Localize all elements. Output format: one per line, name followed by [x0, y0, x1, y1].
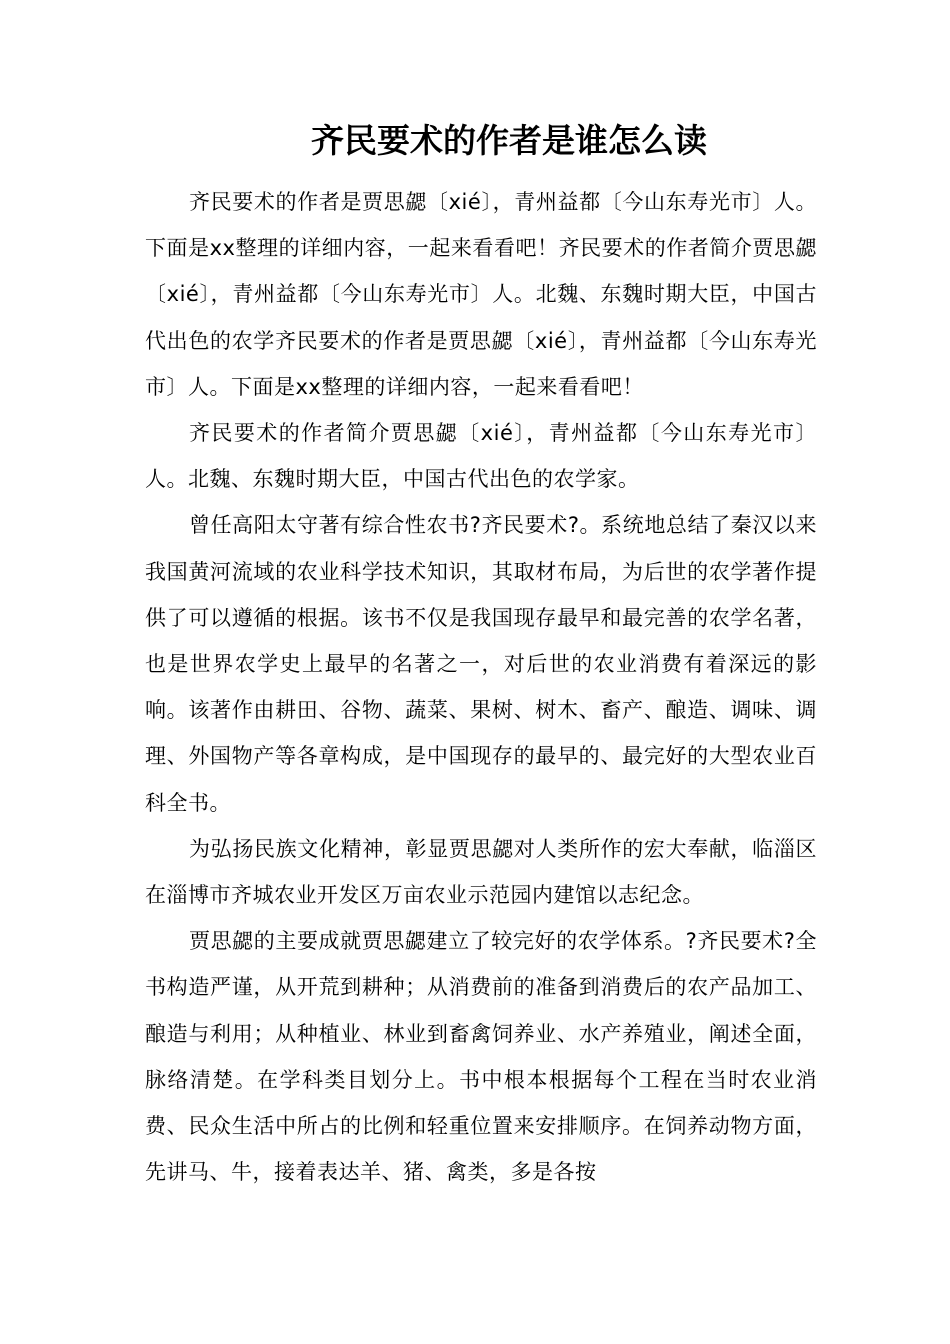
paragraph: 齐民要术的作者是贾思勰〔xié〕，青州益都〔今山东寿光市〕人。下面是xx整理的详细内容，一起来看看吧！齐民要术的作者简介贾思勰〔xié〕，青州益都〔今山东寿光市〕人。北魏、东魏时期大臣，中国古代出色的农学齐民要术的作者是贾思勰〔xié〕，青州益都〔今山东寿光市〕人。下面是xx整理的详细内容，一起来看看吧！ — [145, 190, 817, 399]
paragraph: 齐民要术的作者简介贾思勰〔xié〕，青州益都〔今山东寿光市〕人。北魏、东魏时期大臣，中国古代出色的农学家。 — [145, 421, 817, 492]
document-body — [145, 179, 817, 1195]
page-title: 齐民要术的作者是谁怎么读 — [311, 121, 707, 160]
paragraph: 贾思勰的主要成就贾思勰建立了较完好的农学体系。?齐民要术?全书构造严谨，从开荒到耕种；从消费前的准备到消费后的农产品加工、酿造与利用；从种植业、林业到畜禽饲养业、水产养殖业，阐述全面，脉络清楚。在学科类目划分上。书中根本根据每个工程在当时农业消费、民众生活中所占的比例和轻重位置来安排顺序。在饲养动物方面，先讲马、牛，接着表达羊、猪、禽类，多是各按 — [145, 929, 817, 1185]
paragraph: 为弘扬民族文化精神，彰显贾思勰对人类所作的宏大奉献，临淄区在淄博市齐城农业开发区万亩农业示范园内建馆以志纪念。 — [145, 836, 817, 908]
paragraph: 曾任高阳太守著有综合性农书?齐民要术?。系统地总结了秦汉以来我国黄河流域的农业科学技术知识，其取材布局，为后世的农学著作提供了可以遵循的根据。该书不仅是我国现存最早和最完善的农学名著，也是世界农学史上最早的名著之一，对后世的农业消费有着深远的影响。该著作由耕田、谷物、蔬菜、果树、树木、畜产、酿造、调味、调理、外国物产等各章构成，是中国现存的最早的、最完好的大型农业百科全书。 — [145, 513, 817, 815]
